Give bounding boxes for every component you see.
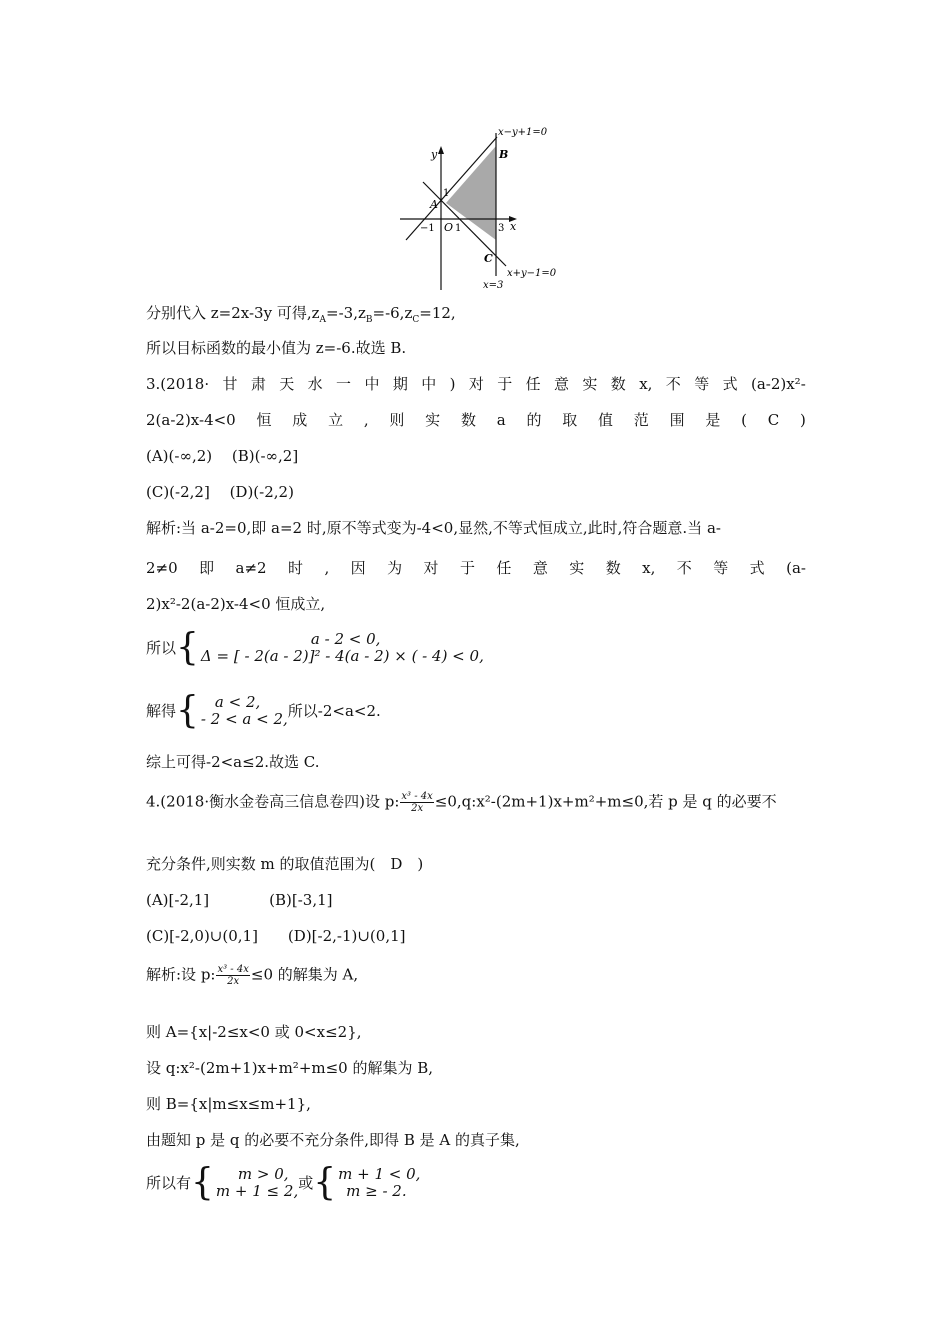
q3-line1: [146, 374, 806, 394]
text-token: 围: [669, 411, 685, 429]
text-token: 时: [288, 559, 304, 577]
text-token: 3.(2018·: [146, 375, 210, 393]
text-token: 恒: [256, 411, 272, 429]
q4-solution-line5: 由题知 p 是 q 的必要不充分条件,即得 B 是 A 的真子集,: [146, 1131, 520, 1149]
text-token: ,: [363, 411, 369, 429]
subscript-C: C: [412, 315, 420, 325]
left-brace-icon: {: [313, 1160, 337, 1204]
fraction-denominator: 2x: [411, 803, 424, 814]
text-token: 实: [569, 559, 585, 577]
text-token: 的: [526, 411, 542, 429]
text-token: 甘: [222, 375, 238, 393]
text-token: C: [767, 411, 780, 429]
q3-options-ab: (A)(-∞,2) (B)(-∞,2]: [146, 447, 299, 465]
tick-3: 3: [498, 223, 505, 234]
q4-solution-line4: 则 B={x|m≤x≤m+1},: [146, 1095, 311, 1113]
q3-solve: [146, 688, 381, 732]
label-line2: x+y−1=0: [507, 268, 557, 279]
text-token: 期: [392, 375, 408, 393]
solve-line1: a < 2,: [214, 693, 261, 711]
subscript-B: B: [365, 315, 373, 325]
text-token: 值: [598, 411, 614, 429]
tick-neg1: −1: [420, 223, 435, 234]
text-token: 对: [423, 559, 439, 577]
text-token: 意: [554, 375, 570, 393]
fraction: [400, 791, 433, 814]
text-token: 天: [279, 375, 295, 393]
text-token: 不: [676, 559, 692, 577]
text-token: 2≠0: [146, 559, 178, 577]
text-token: ,: [324, 559, 330, 577]
feasible-region-figure: [0, 0, 950, 300]
fraction-numerator: x³ - 4x: [217, 964, 249, 975]
text-token: 式: [722, 375, 738, 393]
text-segment: ≤0,q:x²-(2m+1)x+m²+m≤0,若 p 是 q 的必要不: [434, 792, 777, 811]
q3-solution-line2: [146, 558, 806, 578]
text-segment: ≤0 的解集为 A,: [250, 965, 359, 984]
left-brace-icon: {: [191, 1160, 214, 1204]
system-two-line2: m ≥ - 2.: [346, 1182, 407, 1200]
system-line1: a - 2 < 0,: [310, 630, 381, 648]
shaded-region: [446, 146, 496, 240]
label-line3: x=3: [483, 280, 504, 291]
q4-line1: [146, 791, 777, 814]
text-token: 于: [459, 559, 475, 577]
text-token: a≠2: [235, 559, 267, 577]
text-token: 中: [421, 375, 437, 393]
text-token: 一: [336, 375, 352, 393]
q3-solution-line1: 解析:当 a-2=0,即 a=2 时,原不等式变为-4<0,显然,不等式恒成立,此时,符合题意.当 a-: [146, 519, 721, 537]
text-token: 对: [468, 375, 484, 393]
substitution-line: [146, 303, 456, 323]
fraction-numerator: x³ - 4x: [401, 791, 433, 802]
axis-x-label: x: [510, 220, 517, 233]
system-one-line1: m > 0,: [237, 1165, 289, 1183]
text-segment: =-3,z: [326, 304, 366, 322]
text-token: ): [449, 375, 456, 393]
point-B: B: [499, 148, 509, 161]
left-brace-icon: {: [176, 625, 199, 669]
text-token: 则: [389, 411, 405, 429]
q4-options-ab: (A)[-2,1] (B)[-3,1]: [146, 891, 333, 909]
text-segment: 4.(2018·衡水金卷高三信息卷四)设 p:: [146, 792, 400, 811]
y-axis-arrow: [438, 146, 444, 154]
axis-y-label: y: [431, 148, 438, 161]
q4-solution-line2: 则 A={x|-2≤x<0 或 0<x≤2},: [146, 1023, 362, 1041]
text-token: 取: [562, 411, 578, 429]
q3-system: [146, 625, 484, 669]
q3-solution-line3: 2)x²-2(a-2)x-4<0 恒成立,: [146, 595, 326, 613]
solve-system: [176, 688, 288, 732]
system-prefix: 所以: [146, 639, 177, 657]
text-token: 于: [497, 375, 513, 393]
label-line1: x−y+1=0: [498, 127, 548, 138]
text-token: 式: [749, 559, 765, 577]
fraction-denominator: 2x: [227, 976, 240, 987]
text-token: 是: [705, 411, 721, 429]
text-segment: 分别代入 z=2x-3y 可得,z: [146, 304, 320, 322]
fraction: [216, 964, 249, 987]
solve-prefix: 解得: [146, 702, 177, 720]
text-token: a: [496, 411, 506, 429]
q4-systems: [146, 1160, 421, 1204]
q3-options-cd: (C)(-2,2] (D)(-2,2): [146, 483, 294, 501]
text-token: 任: [496, 559, 512, 577]
text-token: 立: [328, 411, 344, 429]
text-token: 2(a-2)x-4<0: [146, 411, 236, 429]
point-A: A: [430, 198, 438, 211]
text-token: (a-: [786, 559, 806, 577]
solve-line2: - 2 < a < 2,: [200, 710, 288, 728]
text-token: x,: [639, 375, 653, 393]
q4-solution-line3: 设 q:x²-(2m+1)x+m²+m≤0 的解集为 B,: [146, 1059, 434, 1077]
q4-line2: 充分条件,则实数 m 的取值范围为( D ): [146, 855, 424, 873]
text-token: 水: [307, 375, 323, 393]
text-token: x,: [642, 559, 656, 577]
text-segment: =-6,z: [372, 304, 413, 322]
text-token: 范: [633, 411, 649, 429]
text-token: ): [800, 411, 806, 429]
point-C: C: [484, 252, 493, 265]
q3-line2: [146, 410, 806, 430]
q3-conclusion: 综上可得-2<a≤2.故选 C.: [146, 753, 320, 771]
text-token: 等: [713, 559, 729, 577]
text-token: 肃: [250, 375, 266, 393]
min-value-line: 所以目标函数的最小值为 z=-6.故选 B.: [146, 339, 407, 357]
q4-options-cd: (C)[-2,0)∪(0,1] (D)[-2,-1)∪(0,1]: [146, 927, 406, 945]
text-token: 实: [582, 375, 598, 393]
system-two-line1: m + 1 < 0,: [338, 1165, 421, 1183]
text-token: 实: [425, 411, 441, 429]
system-prefix: 所以有: [146, 1174, 192, 1192]
left-brace-icon: {: [176, 688, 199, 732]
system-line2: Δ = [ - 2(a - 2)]² - 4(a - 2) × ( - 4) < 0,: [200, 647, 484, 665]
text-token: 数: [460, 411, 476, 429]
solve-suffix: 所以-2<a<2.: [287, 702, 381, 720]
text-token: 数: [610, 375, 626, 393]
system-one: [191, 1160, 299, 1204]
origin-label: O: [444, 221, 454, 234]
or-word: 或: [298, 1174, 314, 1192]
text-token: 中: [364, 375, 380, 393]
text-token: 任: [525, 375, 541, 393]
text-token: 不: [665, 375, 681, 393]
text-token: 意: [532, 559, 548, 577]
text-token: 为: [387, 559, 403, 577]
inequality-system: [176, 625, 484, 669]
text-segment: =12,: [419, 304, 456, 322]
subscript-A: A: [319, 315, 327, 325]
text-token: 因: [350, 559, 366, 577]
text-token: (: [741, 411, 747, 429]
tick-1y: 1: [443, 188, 450, 199]
system-one-line2: m + 1 ≤ 2,: [215, 1182, 299, 1200]
text-segment: 解析:设 p:: [146, 965, 216, 984]
q4-solution-line1: [146, 964, 358, 987]
tick-1x: 1: [455, 223, 462, 234]
text-token: 即: [199, 559, 215, 577]
system-two: [313, 1160, 421, 1204]
text-token: 等: [694, 375, 710, 393]
text-token: (a-2)x²-: [750, 375, 806, 393]
text-token: 成: [292, 411, 308, 429]
text-token: 数: [605, 559, 621, 577]
